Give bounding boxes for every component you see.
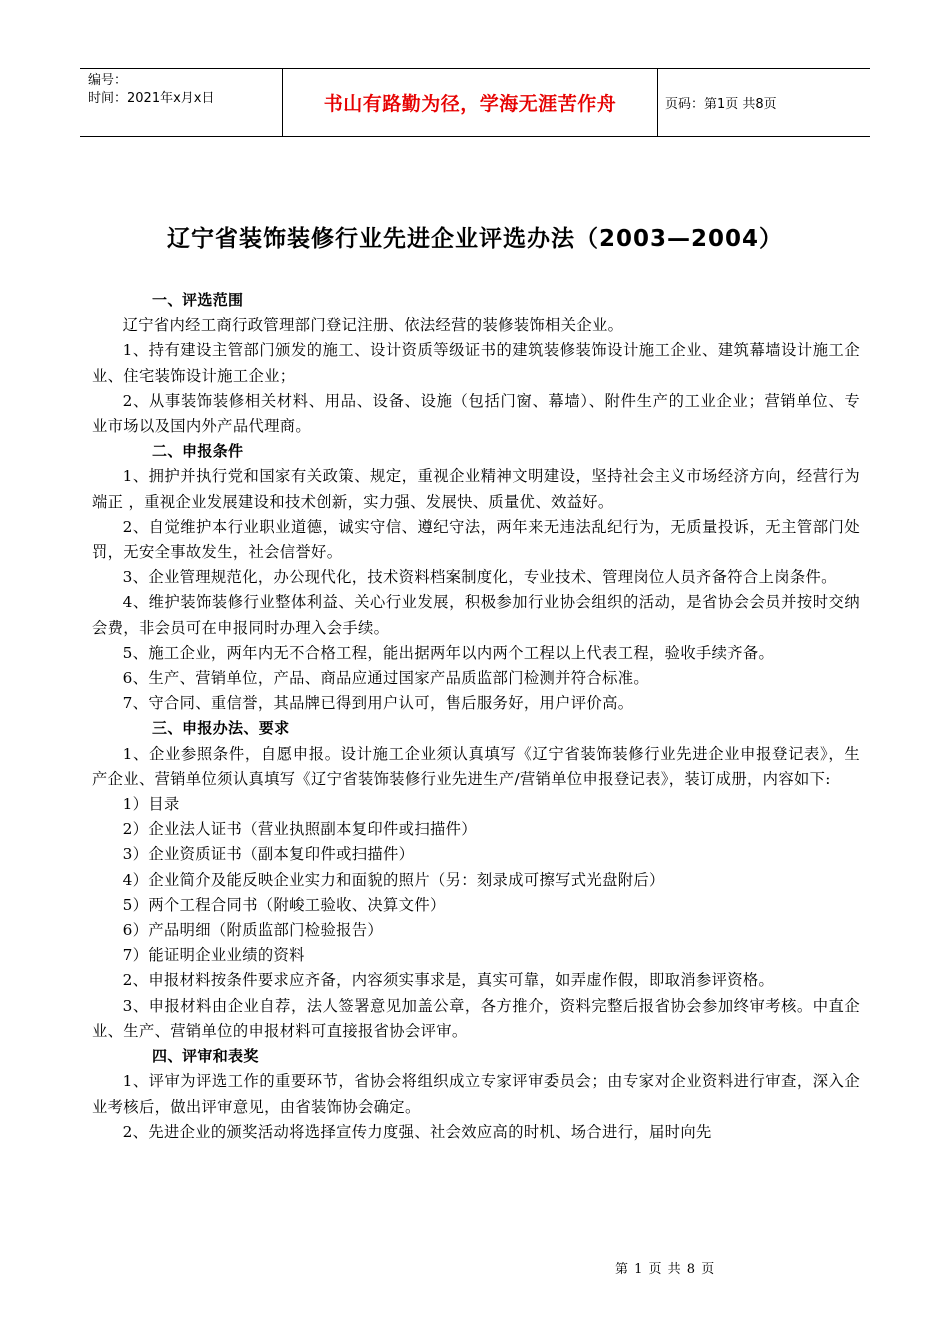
list-item: 2）企业法人证书（营业执照副本复印件或扫描件） [122, 820, 477, 839]
paragraph: 2、先进企业的颁奖活动将选择宣传力度强、社会效应高的时机、场合进行，届时向先 [122, 1122, 712, 1141]
paragraph: 辽宁省内经工商行政管理部门登记注册、依法经营的装修装饰相关企业。 [122, 316, 624, 335]
document-body [92, 288, 860, 1145]
paragraph: 3、申报材料由企业自荐，法人签署意见加盖公章，各方推介，资料完整后报省协会参加终审考核。中直企业、生产、营销单位的申报材料可直接报省协会评审。 [92, 996, 860, 1040]
section-heading: 二、申报条件 [152, 442, 244, 461]
section-heading: 一、评选范围 [152, 291, 244, 309]
page-header [80, 68, 870, 137]
document-number-label: 编号： [88, 73, 128, 88]
list-item: 3）企业资质证书（副本复印件或扫描件） [122, 845, 415, 864]
list-item: 7）能证明企业业绩的资料 [122, 946, 305, 965]
document-date-label: 时间：2021年x月x日 [88, 91, 215, 106]
paragraph: 6、生产、营销单位，产品、商品应通过国家产品质监部门检测并符合标准。 [122, 669, 650, 688]
paragraph: 3、企业管理规范化，办公现代化，技术资料档案制度化，专业技术、管理岗位人员齐备符合上岗条件。 [122, 568, 837, 587]
paragraph: 4、维护装饰装修行业整体利益、关心行业发展，积极参加行业协会组织的活动，是省协会会员并按时交纳会费，非会员可在申报同时办理入会手续。 [92, 593, 860, 637]
paragraph: 1、评审为评选工作的重要环节，省协会将组织成立专家评审委员会；由专家对企业资料进行审查，深入企业考核后，做出评审意见，由省装饰协会确定。 [92, 1072, 860, 1116]
header-meta [80, 69, 283, 136]
paragraph: 2、从事装饰装修相关材料、用品、设备、设施（包括门窗、幕墙）、附件生产的工业企业；营销单位、专业市场以及国内外产品代理商。 [92, 391, 860, 436]
paragraph: 7、守合同、重信誉，其品牌已得到用户认可，售后服务好，用户评价高。 [122, 694, 634, 713]
paragraph: 1、企业参照条件，自愿申报。设计施工企业须认真填写《辽宁省装饰装修行业先进企业申报登记表》，生产企业、营销单位须认真填写《辽宁省装饰装修行业先进生产/营销单位申报登记表》，装订成册，内容如下: [92, 744, 860, 788]
document-title: 辽宁省装饰装修行业先进企业评选办法（2003—2004） [166, 226, 784, 252]
header-page-number: 页码：第1页 共8页 [665, 97, 777, 112]
list-item: 5）两个工程合同书（附峻工验收、决算文件） [122, 895, 446, 914]
list-item: 6）产品明细（附质监部门检验报告） [122, 921, 384, 940]
section-heading: 四、评审和表奖 [152, 1047, 259, 1066]
section-heading: 三、申报办法、要求 [152, 719, 290, 738]
paragraph: 1、持有建设主管部门颁发的施工、设计资质等级证书的建筑装修装饰设计施工企业、建筑幕墙设计施工企业、住宅装饰设计施工企业； [92, 341, 860, 385]
paragraph: 2、申报材料按条件要求应齐备，内容须实事求是，真实可靠，如弄虚作假，即取消参评资格。 [122, 971, 775, 990]
list-item: 1）目录 [122, 795, 180, 814]
header-motto: 书山有路勤为径，学海无涯苦作舟 [283, 69, 658, 136]
list-item: 4）企业简介及能反映企业实力和面貌的照片（另：刻录成可擦写式光盘附后） [122, 870, 665, 889]
paragraph: 2、自觉维护本行业职业道德，诚实守信、遵纪守法，两年来无违法乱纪行为，无质量投诉，无主管部门处罚，无安全事故发生，社会信誉好。 [92, 517, 860, 562]
paragraph: 1、拥护并执行党和国家有关政策、规定，重视企业精神文明建设，坚持社会主义市场经济方向，经营行为端正 ，重视企业发展建设和技术创新，实力强、发展快、质量优、效益好。 [92, 467, 860, 511]
page-footer: 第 1 页 共 8 页 [615, 1262, 716, 1277]
paragraph: 5、施工企业，两年内无不合格工程，能出据两年以内两个工程以上代表工程，验收手续齐备。 [122, 643, 775, 662]
